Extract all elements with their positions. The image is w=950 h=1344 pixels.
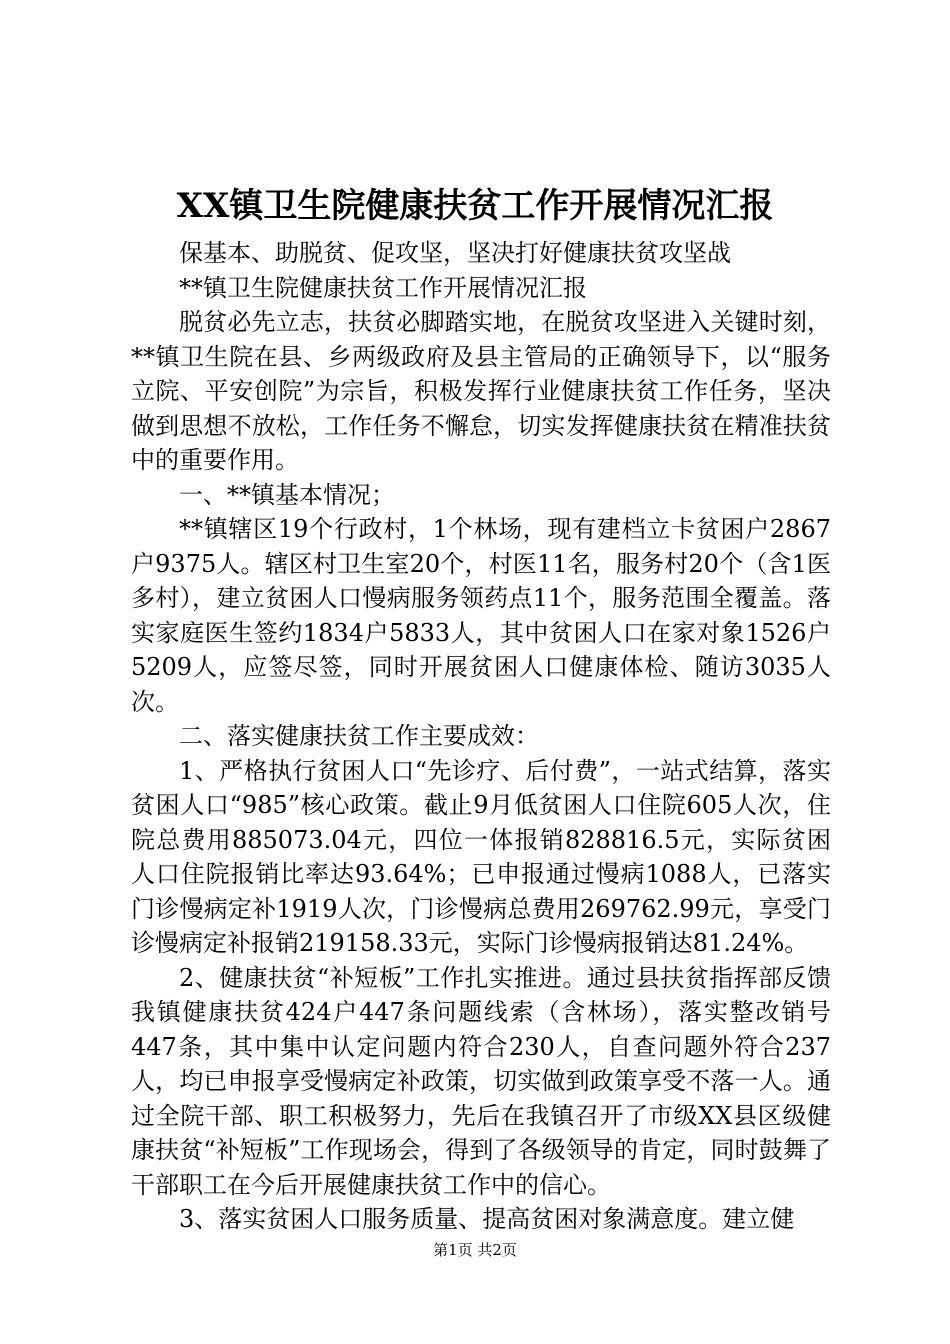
paragraph-achievement-2: 2、健康扶贫“补短板”工作扎实推进。通过县扶贫指挥部反馈我镇健康扶贫424户447条问题线索（含林场），落实整改销号447条，其中集中认定问题内符合230人，自查问题外符合237人，均已申报享受慢病定补政策，切实做到政策享受不落一人。通过全院干部、职工积极努力，先后在我镇召开了市级XX县区级健康扶贫“补短板”工作现场会，得到了各级领导的肯定，同时鼓舞了干部职工在今后开展健康扶贫工作中的信心。 (131, 963, 831, 1199)
paragraph-subtitle: 保基本、助脱贫、促攻坚，坚决打好健康扶贫攻坚战 (179, 239, 731, 267)
paragraph-report-heading: **镇卫生院健康扶贫工作开展情况汇报 (179, 273, 587, 302)
document-title: XX镇卫生院健康扶贫工作开展情况汇报 (176, 186, 774, 226)
page-footer: 第1页 共2页 (433, 1241, 517, 1259)
paragraph-intro: 脱贫必先立志，扶贫必脚踏实地，在脱贫攻坚进入关键时刻，**镇卫生院在县、乡两级政府及县主管局的正确领导下，以“服务立院、平安创院”为宗旨，积极发挥行业健康扶贫工作任务，坚决做到思想不放松，工作任务不懈怠，切实发挥健康扶贫在精准扶贫中的重要作用。 (131, 308, 831, 474)
section-heading-achievements: 二、落实健康扶贫工作主要成效： (179, 722, 539, 750)
paragraph-achievement-1: 1、严格执行贫困人口“先诊疗、后付费”，一站式结算，落实贫困人口“985”核心政策。截止9月低贫困人口住院605人次，住院总费用885073.04元，四位一体报销828816.5元，实际贫困人口住院报销比率达93.64%；已申报通过慢病1088人，已落实门诊慢病定补1919人次，门诊慢病总费用269762.99元，享受门诊慢病定补报销219158.33元，实际门诊慢病报销达81.24%。 (131, 756, 831, 957)
paragraph-achievement-3: 3、落实贫困人口服务质量、提高贫困对象满意度。建立健 (179, 1205, 795, 1233)
document-body (131, 236, 831, 1237)
section-heading-basic-info: 一、**镇基本情况； (179, 480, 395, 509)
paragraph-basic-info: **镇辖区19个行政村，1个林场，现有建档立卡贫困户2867户9375人。辖区村卫生室20个，村医11名，服务村20个（含1医多村），建立贫困人口慢病服务领药点11个，服务范围全覆盖。落实家庭医生签约1834户5833人，其中贫困人口在家对象1526户5209人，应签尽签，同时开展贫困人口健康体检、随访3035人次。 (131, 515, 831, 716)
